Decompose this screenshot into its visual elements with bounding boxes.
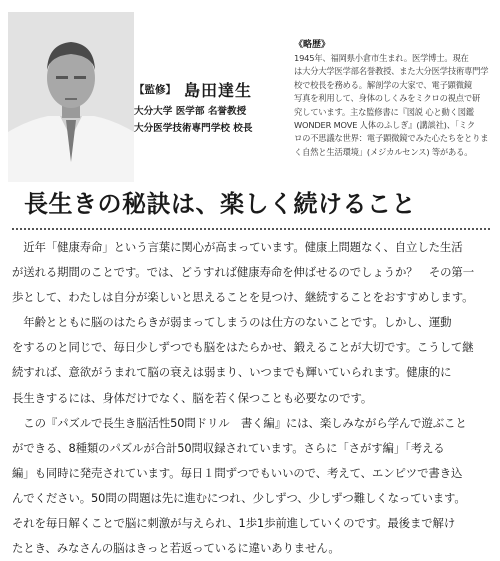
- supervisor-affiliation-2: 大分医学技術専門学校 校長: [134, 123, 253, 134]
- body-line: ができる、8種類のパズルが合計50問収録されています。さらに「さがす編」「考える: [12, 440, 445, 455]
- supervisor-block: [134, 78, 300, 136]
- body-line: たとき、みなさんの脳はきっと若返っているに違いありません。: [12, 541, 340, 556]
- headline-divider: [12, 228, 490, 230]
- supervisor-header: [134, 78, 300, 100]
- author-portrait-image: [8, 12, 134, 182]
- body-line: 近年「健康寿命」という言葉に関心が高まっています。健康上問題なく、自立した生活: [12, 240, 463, 254]
- body-line: この『パズルで長生き脳活性50問ドリル 書く編』には、楽しみながら学んで遊ぶこと: [12, 415, 467, 430]
- article-body: [12, 235, 490, 561]
- body-line: 年齢とともに脳のはたらきが弱まってしまうのは仕方のないことです。しかし、運動: [12, 315, 452, 330]
- body-line: それを毎日解くことで脳に刺激が与えられ、1歩1歩前進していくのです。最後まで解け: [12, 516, 456, 531]
- biography-box: [290, 38, 492, 181]
- author-panel: [8, 12, 492, 182]
- supervisor-affiliation-1: 大分大学 医学部 名誉教授: [134, 106, 247, 117]
- body-line: 続すれば、意欲がうまれて脳の衰えは弱まり、いつまでも輝いていられます。健康的に: [12, 365, 452, 380]
- biography-text: 1945年、福岡県小倉市生まれ。医学博士。現在 は大分大学医学部名誉教授、また大分医学技術専門学 校で校長を務める。解剖学の大家で、電子顕微鏡 写真を利用して、身体のしくみをミクロの視点で研 究しています。主な監修書に『図説 心と動く図鑑 WONDER MOVE 人体のふしぎ』(講談社)、「ミク ロの不思議な世界：電子顕微鏡でみた心たちをとりま く自然と生活環境」(メジカルセンス) 等がある。: [294, 53, 489, 157]
- article-headline: 長生きの秘訣は、楽しく続けること: [24, 190, 416, 218]
- body-line: 編」も同時に発売されています。毎日１問ずつでもいいので、考えて、エンピツで書き込: [12, 465, 463, 480]
- supervisor-tag: 【監修】: [134, 83, 176, 96]
- body-line: が送れる期間のことです。では、どうすれば健康寿命を伸ばせるのでしょうか？ その第一: [12, 265, 475, 280]
- author-photo: [8, 12, 134, 182]
- body-line: んでください。50問の問題は先に進むにつれ、少しずつ、少しずつ難しくなっています。: [12, 490, 466, 505]
- body-line: 長生きするには、身体だけでなく、脳を若く保つことも必要なのです。: [12, 390, 373, 405]
- biography-heading: 《略歴》: [294, 40, 331, 50]
- body-line: 歩として、わたしは自分が楽しいと思えることを見つけ、継続することをおすすめします。: [12, 290, 474, 305]
- body-line: をするのと同じで、毎日少しずつでも脳をはたらかせ、鍛えることが大切です。こうして継: [12, 340, 474, 355]
- supervisor-name: 島田達生: [184, 80, 253, 100]
